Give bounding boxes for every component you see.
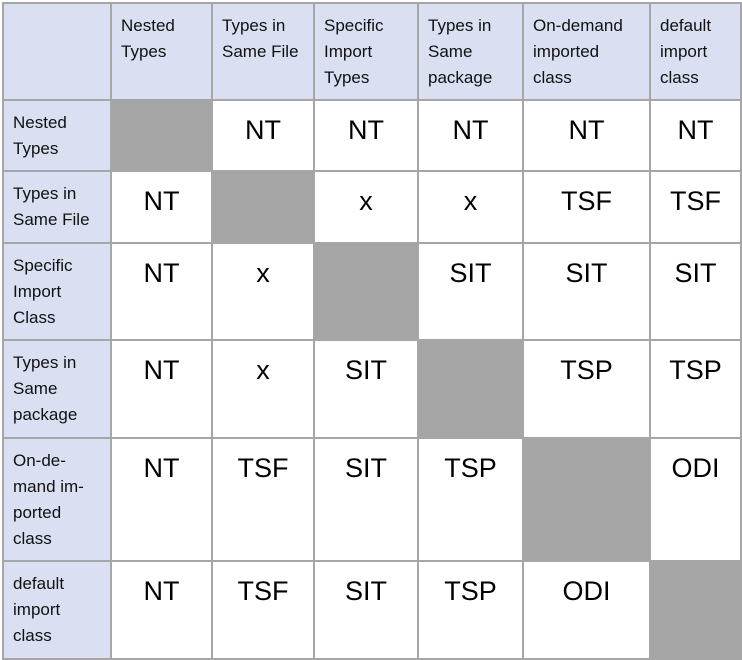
diagonal-cell — [418, 340, 523, 438]
row-header: Types in Same package — [3, 340, 111, 438]
table-cell: NT — [418, 100, 523, 171]
table-cell: SIT — [314, 561, 418, 659]
table-cell: TSP — [418, 561, 523, 659]
table-cell: TSP — [418, 438, 523, 561]
row-header: Specific Import Class — [3, 243, 111, 340]
table-cell: x — [314, 171, 418, 243]
diagonal-cell — [650, 561, 741, 659]
column-header: Specific Import Types — [314, 3, 418, 100]
table-cell: SIT — [314, 340, 418, 438]
table-cell: SIT — [523, 243, 650, 340]
table-cell: NT — [111, 243, 212, 340]
table-cell: SIT — [650, 243, 741, 340]
table-cell: x — [212, 243, 314, 340]
row-header: Types in Same File — [3, 171, 111, 243]
column-header: Types in Same package — [418, 3, 523, 100]
column-header: On-demand imported class — [523, 3, 650, 100]
column-header: Nested Types — [111, 3, 212, 100]
row-header: On-de- mand im- ported class — [3, 438, 111, 561]
diagonal-cell — [111, 100, 212, 171]
table-cell: ODI — [523, 561, 650, 659]
diagonal-cell — [212, 171, 314, 243]
table-cell: TSP — [523, 340, 650, 438]
table-cell: NT — [314, 100, 418, 171]
table-cell: NT — [111, 171, 212, 243]
table-cell: NT — [523, 100, 650, 171]
table-row — [3, 438, 741, 561]
table-row — [3, 561, 741, 659]
table-cell: ODI — [650, 438, 741, 561]
header-row — [3, 3, 741, 100]
table-cell: TSF — [212, 561, 314, 659]
table-cell: SIT — [418, 243, 523, 340]
table-cell: SIT — [314, 438, 418, 561]
conflict-matrix-table — [2, 2, 742, 660]
table-cell: NT — [212, 100, 314, 171]
table-cell: NT — [111, 561, 212, 659]
corner-cell — [3, 3, 111, 100]
table-row — [3, 100, 741, 171]
table-cell: TSF — [650, 171, 741, 243]
diagonal-cell — [523, 438, 650, 561]
table-row — [3, 243, 741, 340]
column-header: default import class — [650, 3, 741, 100]
table-cell: TSP — [650, 340, 741, 438]
table-cell: x — [212, 340, 314, 438]
table-cell: NT — [111, 438, 212, 561]
row-header: Nested Types — [3, 100, 111, 171]
row-header: default import class — [3, 561, 111, 659]
column-header: Types in Same File — [212, 3, 314, 100]
table-cell: NT — [650, 100, 741, 171]
table-cell: TSF — [523, 171, 650, 243]
table-row — [3, 340, 741, 438]
diagonal-cell — [314, 243, 418, 340]
table-cell: NT — [111, 340, 212, 438]
table-cell: x — [418, 171, 523, 243]
table-cell: TSF — [212, 438, 314, 561]
table-row — [3, 171, 741, 243]
